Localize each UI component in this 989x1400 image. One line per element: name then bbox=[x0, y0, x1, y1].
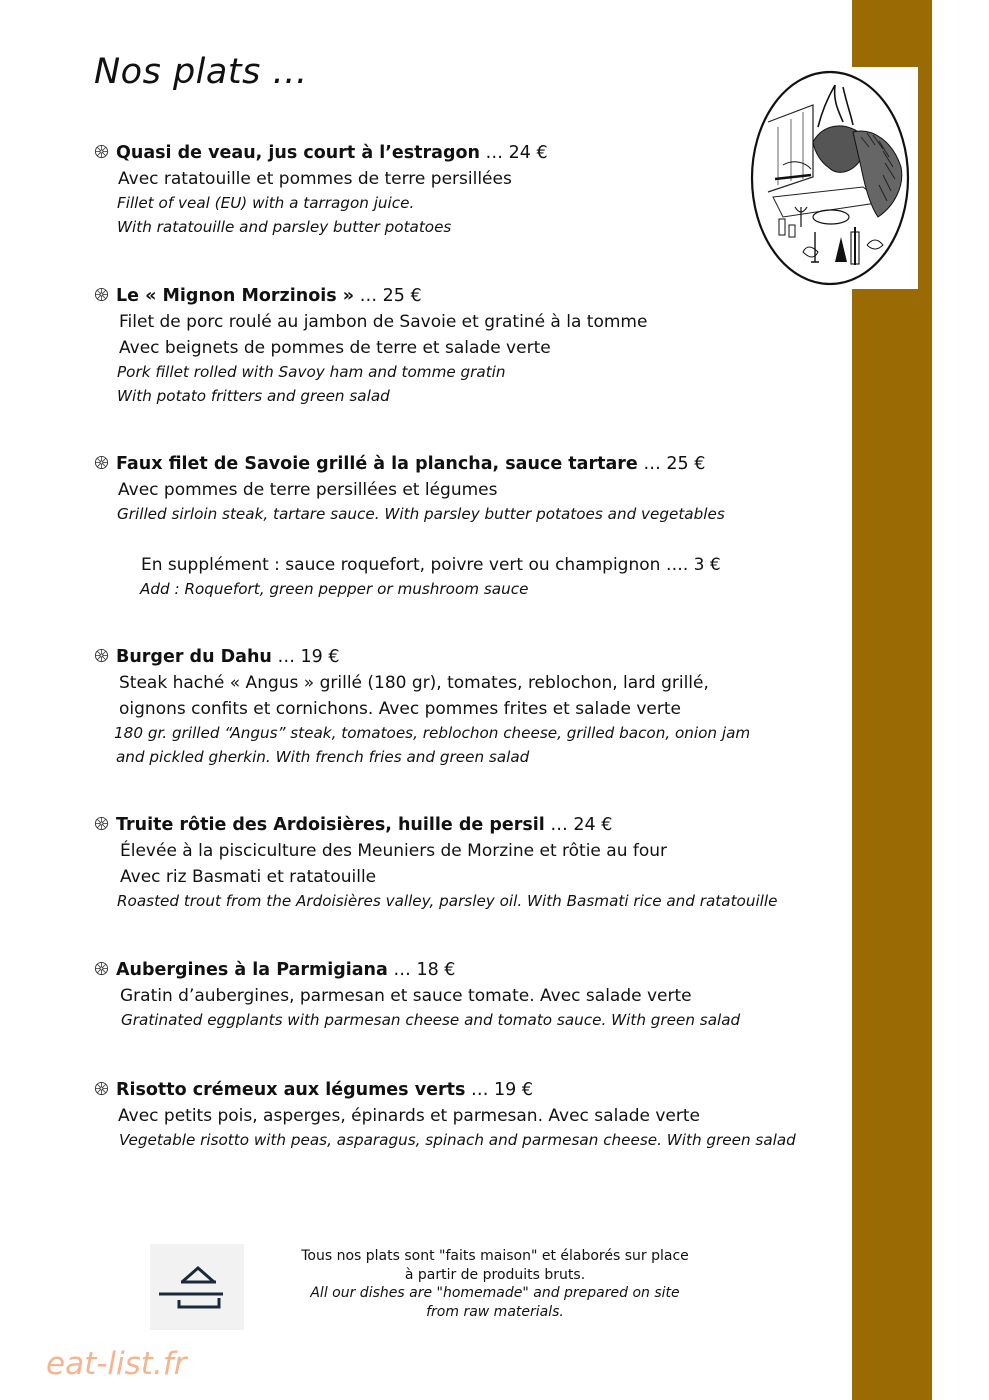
dish-description-fr: oignons confits et cornichons. Avec pommes frites et salade verte bbox=[119, 699, 681, 719]
dish-description-en: Roasted trout from the Ardoisières valley, parsley oil. With Basmati rice and ratatouille bbox=[117, 892, 778, 910]
flower-bullet-icon bbox=[94, 455, 109, 470]
supplement-fr: En supplément : sauce roquefort, poivre vert ou champignon …. 3 € bbox=[141, 555, 721, 575]
dish-item bbox=[94, 958, 854, 1033]
dish-price: … 25 € bbox=[354, 286, 422, 306]
dish-description-fr: Avec beignets de pommes de terre et salade verte bbox=[119, 338, 551, 358]
homemade-note-en-line1: All our dishes are "homemade" and prepared on site bbox=[310, 1285, 680, 1301]
dish-description-en: Vegetable risotto with peas, asparagus, spinach and parmesan cheese. With green salad bbox=[119, 1131, 796, 1149]
flower-bullet-icon bbox=[94, 1081, 109, 1096]
fait-maison-house-icon bbox=[150, 1244, 244, 1330]
dish-item bbox=[94, 452, 854, 527]
dish-description-en: Grilled sirloin steak, tartare sauce. With parsley butter potatoes and vegetables bbox=[117, 505, 725, 523]
dish-description-en: 180 gr. grilled “Angus” steak, tomatoes, reblochon cheese, grilled bacon, onion jam bbox=[114, 724, 751, 742]
supplement-en: Add : Roquefort, green pepper or mushroom sauce bbox=[140, 580, 529, 598]
dish-name: Le « Mignon Morzinois » bbox=[116, 286, 355, 306]
supplement-note bbox=[141, 552, 721, 602]
dish-description-fr: Avec pommes de terre persillées et légumes bbox=[118, 480, 498, 500]
dish-description-fr: Avec petits pois, asperges, épinards et parmesan. Avec salade verte bbox=[118, 1106, 700, 1126]
page-title: Nos plats … bbox=[94, 52, 308, 92]
dish-price: … 19 € bbox=[271, 647, 340, 667]
dish-description-en: Pork fillet rolled with Savoy ham and tomme gratin bbox=[117, 363, 506, 381]
dish-price: … 19 € bbox=[465, 1080, 533, 1100]
dish-description-en: With potato fritters and green salad bbox=[117, 386, 390, 405]
flower-bullet-icon bbox=[94, 648, 109, 663]
dish-item bbox=[94, 645, 854, 769]
homemade-note-fr-line2: à partir de produits bruts. bbox=[404, 1266, 586, 1283]
homemade-note-en-line2: from raw materials. bbox=[426, 1303, 564, 1320]
dish-item bbox=[94, 1078, 854, 1153]
flower-bullet-icon bbox=[94, 816, 109, 831]
flower-bullet-icon bbox=[94, 961, 109, 976]
dish-description-fr: Élevée à la pisciculture des Meuniers de Morzine et rôtie au four bbox=[120, 841, 668, 861]
flower-bullet-icon bbox=[94, 287, 109, 302]
dish-name: Quasi de veau, jus court à l’estragon bbox=[116, 143, 480, 163]
homemade-note bbox=[280, 1247, 710, 1321]
dish-description-fr: Steak haché « Angus » grillé (180 gr), tomates, reblochon, lard grillé, bbox=[119, 673, 709, 693]
watermark: eat-list.fr bbox=[46, 1346, 187, 1382]
flower-bullet-icon bbox=[94, 144, 109, 159]
dish-item bbox=[94, 813, 854, 914]
dish-description-en: Fillet of veal (EU) with a tarragon juice. bbox=[117, 194, 415, 212]
dish-price: … 24 € bbox=[479, 143, 548, 163]
dish-name: Aubergines à la Parmigiana bbox=[116, 960, 388, 980]
dish-name: Faux filet de Savoie grillé à la plancha, sauce tartare bbox=[116, 454, 638, 474]
dish-description-en: and pickled gherkin. With french fries and green salad bbox=[116, 747, 530, 766]
homemade-note-fr-line1: Tous nos plats sont "faits maison" et élaborés sur place bbox=[301, 1248, 689, 1264]
dish-price: … 18 € bbox=[387, 960, 456, 980]
dish-description-fr: Gratin d’aubergines, parmesan et sauce tomate. Avec salade verte bbox=[120, 986, 692, 1006]
dish-description-fr: Avec riz Basmati et ratatouille bbox=[120, 867, 377, 887]
dish-name: Risotto crémeux aux légumes verts bbox=[116, 1080, 466, 1100]
dish-price: … 24 € bbox=[544, 815, 613, 835]
dish-description-fr: Avec ratatouille et pommes de terre persillées bbox=[118, 169, 512, 189]
dish-price: … 25 € bbox=[637, 454, 706, 474]
dish-name: Burger du Dahu bbox=[116, 647, 272, 667]
dish-item bbox=[94, 284, 854, 408]
dish-description-fr: Filet de porc roulé au jambon de Savoie et gratiné à la tomme bbox=[119, 312, 648, 332]
dish-name: Truite rôtie des Ardoisières, huille de persil bbox=[116, 815, 545, 835]
dish-description-en: With ratatouille and parsley butter potatoes bbox=[117, 217, 452, 236]
dish-description-en: Gratinated eggplants with parmesan cheese and tomato sauce. With green salad bbox=[121, 1011, 741, 1029]
dish-item bbox=[94, 141, 854, 239]
